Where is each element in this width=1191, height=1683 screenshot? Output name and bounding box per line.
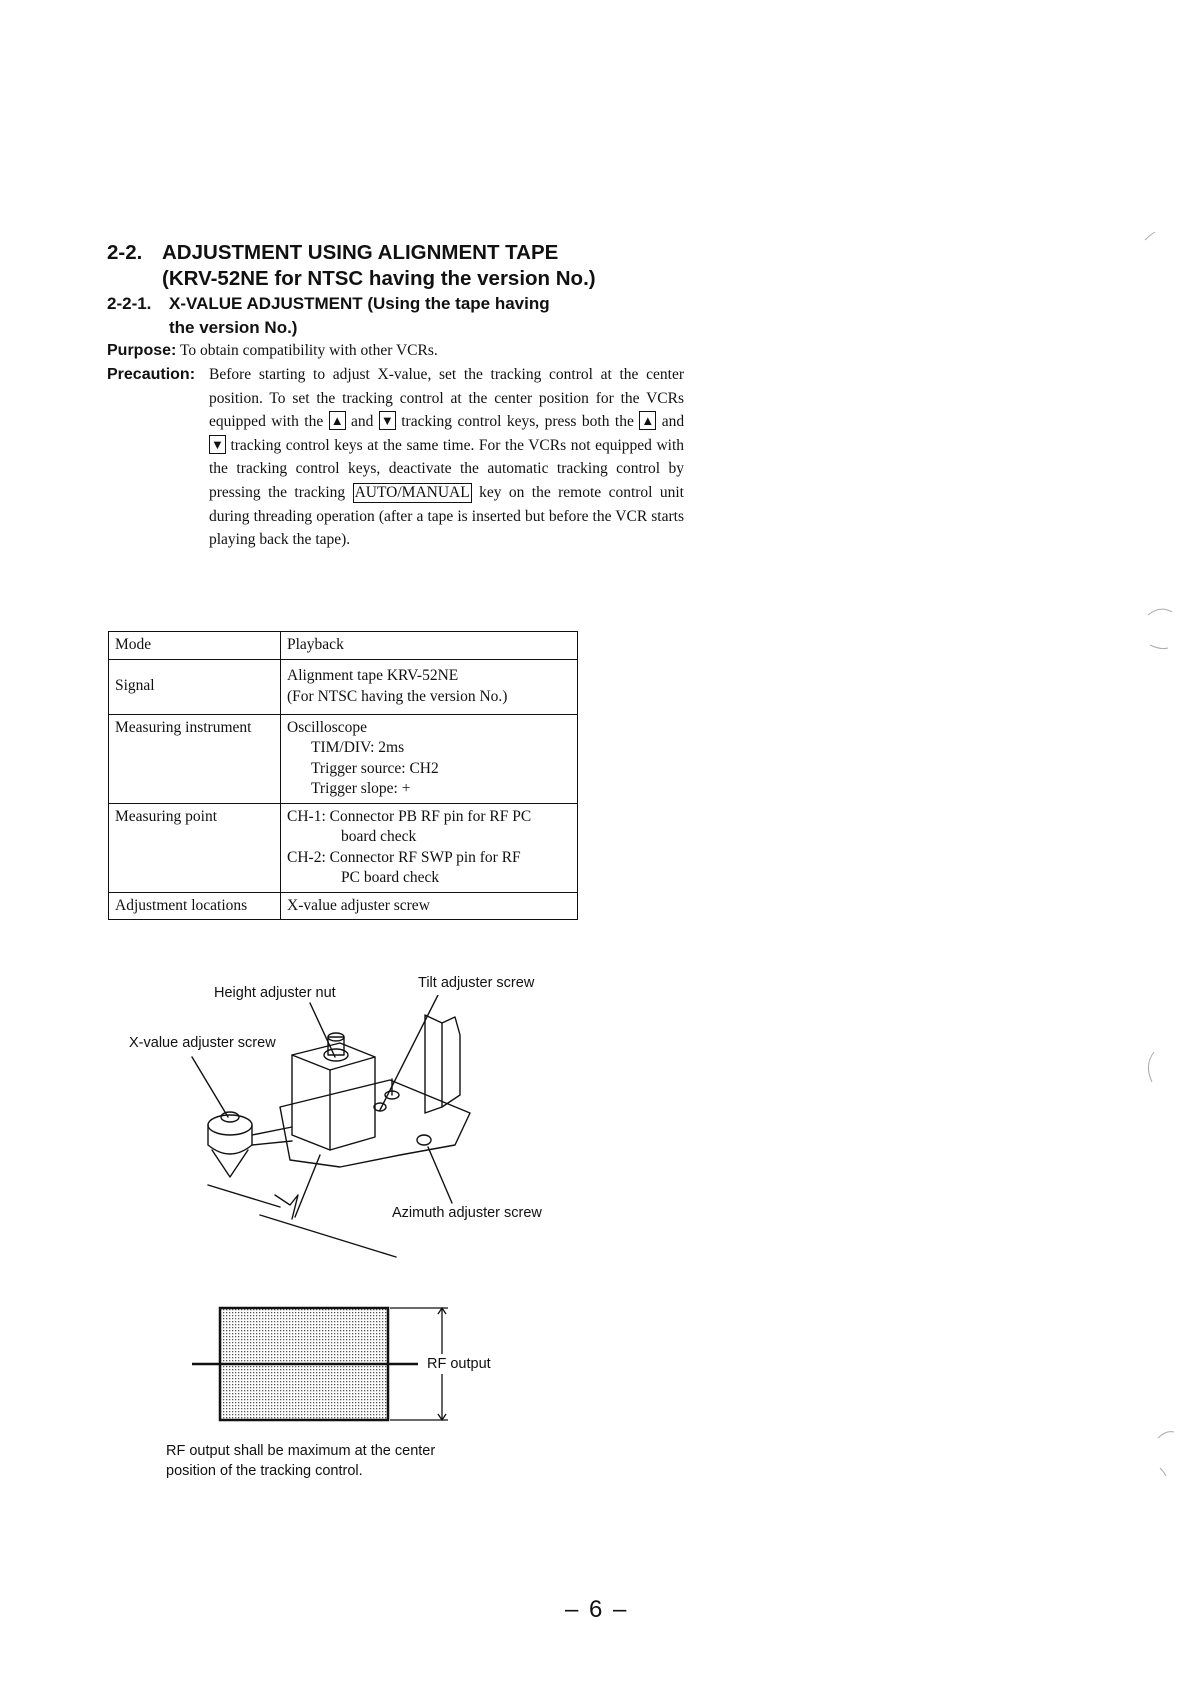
azimuth-screw	[417, 1135, 431, 1145]
point-ch2-line2: PC board check	[341, 869, 440, 886]
locations-value: X-value adjuster screw	[281, 892, 578, 920]
tilt-adjuster-label: Tilt adjuster screw	[418, 975, 535, 991]
mode-value: Playback	[281, 632, 578, 660]
head-assembly-drawing	[180, 995, 580, 1260]
point-label: Measuring point	[109, 803, 281, 892]
precaution-body	[209, 363, 684, 552]
signal-value-line2: (For NTSC having the version No.)	[287, 687, 508, 705]
scan-speck	[1148, 609, 1172, 615]
ground-line-1	[208, 1185, 280, 1207]
signal-value	[281, 659, 578, 714]
xvalue-adjuster-label: X-value adjuster screw	[129, 1035, 276, 1051]
scan-speck	[1145, 232, 1155, 240]
instrument-value-line2: TIM/DIV: 2ms	[311, 739, 405, 756]
xvalue-spool-top	[208, 1115, 252, 1135]
purpose-text: To obtain compatibility with other VCRs.	[179, 342, 438, 359]
instrument-value-line3: Trigger source: CH2	[311, 759, 439, 777]
tilt-bracket-side	[442, 1017, 460, 1107]
ground-line-2	[260, 1215, 396, 1257]
precaution-text-2: tracking control keys, press both the	[401, 413, 634, 431]
precaution-text-3: tracking control keys at the same time. For the VCRs not equipped with the tracking control keys, deactivate the automatic tracking control by pressing the tracking	[209, 436, 685, 501]
section-heading	[107, 240, 596, 292]
table-row	[109, 659, 578, 714]
xvalue-spool-body	[208, 1125, 252, 1154]
table-row	[109, 803, 578, 892]
scan-speck	[1160, 1468, 1166, 1476]
table-row	[109, 892, 578, 920]
mode-label: Mode	[109, 632, 281, 660]
xvalue-arm-2	[252, 1141, 292, 1145]
tracking-down-key: ▼	[380, 413, 394, 429]
instrument-value-line4: Trigger slope: +	[311, 780, 411, 797]
subsection-title-line2: the version No.)	[169, 318, 298, 337]
height-adjuster-label: Height adjuster nut	[214, 985, 336, 1001]
signal-label: Signal	[109, 659, 281, 714]
locations-label: Adjustment locations	[109, 892, 281, 920]
tracking-up-key: ▲	[330, 413, 344, 429]
scan-speck	[1148, 1052, 1154, 1082]
subsection-heading	[107, 292, 550, 340]
head-block	[292, 1043, 375, 1150]
precaution-text-4: key on the remote control unit during threading operation (after a tape is inserted but before the VCR starts playing back the tape).	[209, 483, 684, 549]
xvalue-screw-head	[221, 1112, 239, 1122]
xvalue-arm	[252, 1127, 292, 1135]
scan-margin-marks	[1140, 220, 1180, 1480]
point-ch1-line2: board check	[341, 828, 417, 845]
rf-caption-line2: position of the tracking control.	[166, 1463, 363, 1479]
precaution-and-1: and	[351, 413, 374, 431]
auto-manual-key: AUTO/MANUAL	[354, 483, 470, 501]
rf-output-label: RF output	[427, 1356, 491, 1372]
xvalue-leader-line	[192, 1057, 228, 1117]
signal-value-line1: Alignment tape KRV-52NE	[287, 667, 459, 684]
azimuth-adjuster-label: Azimuth adjuster screw	[392, 1205, 542, 1221]
rf-envelope-graphic	[190, 1300, 460, 1430]
instrument-value	[281, 714, 578, 803]
instrument-value-line1: Oscilloscope	[287, 718, 368, 736]
subsection-title-line1: X-VALUE ADJUSTMENT (Using the tape having	[169, 294, 550, 313]
precaution-and-2: and	[661, 413, 685, 431]
scan-speck	[1158, 1432, 1174, 1438]
page-number: – 6 –	[565, 1596, 629, 1623]
point-ch1-line1: CH-1: Connector PB RF pin for RF PC	[287, 807, 532, 825]
section-number: 2-2.	[107, 241, 143, 264]
scan-speck	[1150, 645, 1168, 649]
table-row	[109, 714, 578, 803]
tracking-up-key-2: ▲	[641, 413, 655, 429]
section-title-line2: (KRV-52NE for NTSC having the version No.)	[162, 267, 596, 290]
purpose-label: Purpose:	[107, 342, 177, 359]
support-strut	[295, 1155, 320, 1217]
table-row	[109, 632, 578, 660]
purpose-paragraph	[107, 340, 438, 362]
precaution-text-1: Before starting to adjust X-value, set the tracking control at the center position. To set the tracking control at the center position for the VCRs equipped with the	[209, 366, 684, 431]
rf-caption	[166, 1441, 435, 1481]
tilt-leader-line	[380, 995, 438, 1110]
precaution-label: Precaution:	[107, 366, 196, 383]
point-ch2-line1: CH-2: Connector RF SWP pin for RF	[287, 848, 521, 866]
section-title-line1: ADJUSTMENT USING ALIGNMENT TAPE	[162, 241, 559, 264]
head-block-edge	[292, 1055, 375, 1070]
azimuth-leader-line	[428, 1147, 452, 1203]
rf-caption-line1: RF output shall be maximum at the center	[166, 1443, 436, 1459]
point-value	[281, 803, 578, 892]
instrument-label: Measuring instrument	[109, 714, 281, 803]
tracking-down-key-2: ▼	[211, 436, 224, 452]
adjustment-spec-table	[108, 631, 578, 920]
subsection-number: 2-2-1.	[107, 294, 152, 313]
